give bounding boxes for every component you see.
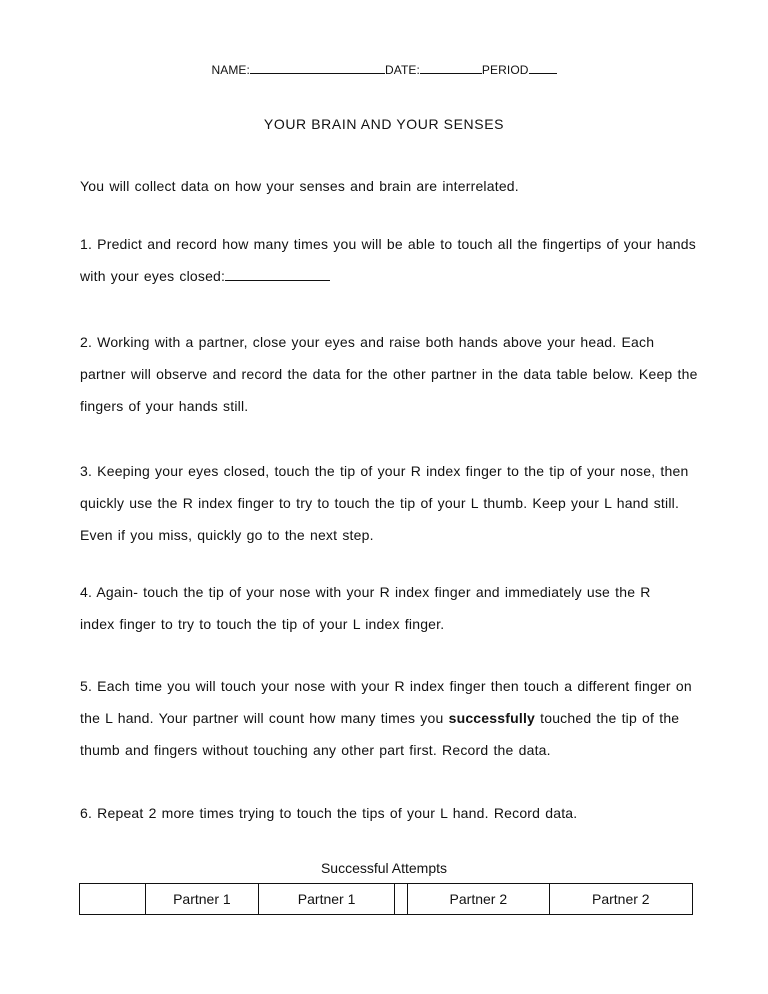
emphasis-successfully: successfully — [448, 710, 536, 726]
table-header-partner-1: Partner 1 — [258, 884, 395, 915]
step-6 — [80, 797, 700, 829]
table-header-row — [80, 884, 693, 915]
step-3-line-1: 3. Keeping your eyes closed, touch the tip of your R index finger to the tip of your nose, then — [80, 463, 689, 479]
step-3 — [80, 455, 700, 551]
name-label: NAME: — [211, 63, 250, 77]
table-header-partner-1: Partner 1 — [145, 884, 258, 915]
step-1 — [80, 228, 700, 292]
step-5-text-a: the L hand. Your partner will count how many times you — [80, 710, 449, 726]
date-label: DATE: — [384, 63, 420, 77]
step-3-line-3: Even if you miss, quickly go to the next step. — [80, 527, 374, 543]
step-2-line-1: 2. Working with a partner, close your eyes and raise both hands above your head. Each — [80, 334, 655, 350]
intro-paragraph — [80, 170, 700, 202]
table-caption: Successful Attempts — [320, 860, 448, 876]
intro-text: You will collect data on how your senses and brain are interrelated. — [80, 178, 519, 194]
step-1-text: with your eyes closed: — [80, 268, 226, 284]
prediction-blank[interactable] — [225, 268, 330, 281]
step-4-line-1: 4. Again- touch the tip of your nose with your R index finger and immediately use the R — [80, 584, 651, 600]
step-5-line-1: 5. Each time you will touch your nose with your R index finger then touch a different finger on — [80, 678, 692, 694]
step-5 — [80, 670, 700, 766]
step-6-line-1: 6. Repeat 2 more times trying to touch the tips of your L hand. Record data. — [80, 805, 578, 821]
table-cell[interactable] — [395, 884, 408, 915]
step-1-line-1: 1. Predict and record how many times you will be able to touch all the fingertips of your hands — [80, 236, 696, 252]
student-info-line — [0, 62, 768, 77]
table-header-partner-2: Partner 2 — [408, 884, 549, 915]
page-title: YOUR BRAIN AND YOUR SENSES — [263, 116, 505, 132]
step-3-line-2: quickly use the R index finger to try to touch the tip of your L thumb. Keep your L hand still. — [80, 495, 680, 511]
name-blank[interactable] — [250, 62, 385, 74]
step-2 — [80, 326, 700, 422]
step-4 — [80, 576, 700, 640]
period-blank[interactable] — [529, 62, 557, 74]
step-5-text-b: touched the tip of the — [535, 710, 680, 726]
step-2-line-2: partner will observe and record the data for the other partner in the data table below. Keep the — [80, 366, 698, 382]
step-1-line-2 — [80, 260, 700, 292]
step-5-line-3: thumb and fingers without touching any other part first. Record the data. — [80, 742, 551, 758]
table-cell[interactable] — [80, 884, 146, 915]
step-5-line-2 — [80, 702, 700, 734]
step-4-line-2: index finger to try to touch the tip of your L index finger. — [80, 616, 445, 632]
data-table — [79, 883, 693, 915]
date-blank[interactable] — [420, 62, 482, 74]
period-label: PERIOD — [481, 63, 529, 77]
step-2-line-3: fingers of your hands still. — [80, 398, 249, 414]
table-header-partner-2: Partner 2 — [549, 884, 692, 915]
